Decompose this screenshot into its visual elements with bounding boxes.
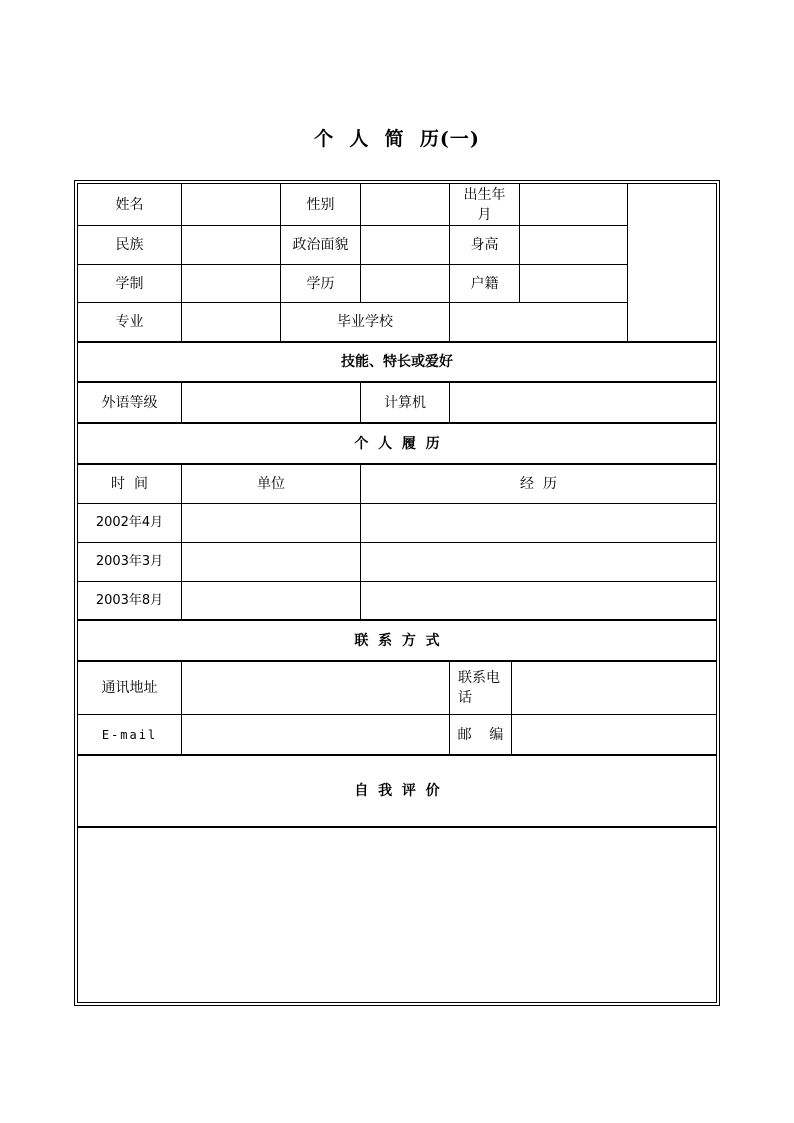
- self-eval-field[interactable]: [77, 827, 717, 1003]
- skills-header-section: [77, 342, 717, 382]
- school-label: 毕业学校: [281, 303, 450, 341]
- name-field[interactable]: [182, 184, 281, 226]
- self-eval-header-section: [77, 755, 717, 827]
- history-row-date: 2003年3月: [78, 543, 182, 582]
- gender-field[interactable]: [361, 184, 450, 226]
- ethnicity-label: 民族: [78, 226, 182, 265]
- birth-field[interactable]: [520, 184, 628, 226]
- computer-label: 计算机: [361, 383, 450, 422]
- school-field[interactable]: [450, 303, 628, 341]
- height-label: 身高: [450, 226, 520, 265]
- history-row-date: 2003年8月: [78, 582, 182, 619]
- height-field[interactable]: [520, 226, 628, 265]
- history-row-unit-field[interactable]: [182, 504, 361, 543]
- hukou-field[interactable]: [520, 265, 628, 303]
- history-col-time: 时 间: [78, 465, 182, 504]
- political-label: 政治面貌: [281, 226, 361, 265]
- education-label: 学历: [281, 265, 361, 303]
- phone-label: 联系电话: [450, 662, 512, 715]
- schooling-label: 学制: [78, 265, 182, 303]
- ethnicity-field[interactable]: [182, 226, 281, 265]
- schooling-field[interactable]: [182, 265, 281, 303]
- major-label: 专业: [78, 303, 182, 341]
- history-row-experience-field[interactable]: [361, 582, 716, 619]
- history-row-date: 2002年4月: [78, 504, 182, 543]
- skills-header: 技能、特长或爱好: [341, 354, 453, 370]
- history-row-experience-field[interactable]: [361, 504, 716, 543]
- self-eval-header: 自 我 评 价: [354, 783, 440, 799]
- postcode-field[interactable]: [512, 715, 716, 754]
- email-label: E-mail: [78, 715, 182, 754]
- phone-field[interactable]: [512, 662, 716, 715]
- basic-info-section: [77, 183, 717, 342]
- contact-header-section: [77, 620, 717, 661]
- major-field[interactable]: [182, 303, 281, 341]
- postcode-label: 邮 编: [450, 715, 512, 754]
- history-row-unit-field[interactable]: [182, 582, 361, 619]
- page-title: 个 人 简 历(一): [314, 128, 480, 150]
- history-section: [77, 464, 717, 620]
- computer-field[interactable]: [450, 383, 716, 422]
- contact-header: 联 系 方 式: [354, 632, 440, 649]
- address-field[interactable]: [182, 662, 450, 715]
- history-row-unit-field[interactable]: [182, 543, 361, 582]
- hukou-label: 户籍: [450, 265, 520, 303]
- contact-section: [77, 661, 717, 755]
- history-col-experience: 经 历: [361, 465, 716, 504]
- photo-field[interactable]: [628, 184, 716, 341]
- address-label: 通讯地址: [78, 662, 182, 715]
- history-header: 个 人 履 历: [354, 435, 440, 452]
- history-col-unit: 单位: [182, 465, 361, 504]
- history-header-section: [77, 423, 717, 464]
- skills-section: [77, 382, 717, 423]
- resume-form: [74, 180, 720, 1006]
- language-field[interactable]: [182, 383, 361, 422]
- history-row-experience-field[interactable]: [361, 543, 716, 582]
- political-field[interactable]: [361, 226, 450, 265]
- name-label: 姓名: [78, 184, 182, 226]
- education-field[interactable]: [361, 265, 450, 303]
- language-label: 外语等级: [78, 383, 182, 422]
- birth-label: 出生年月: [450, 184, 520, 226]
- email-field[interactable]: [182, 715, 450, 754]
- gender-label: 性别: [281, 184, 361, 226]
